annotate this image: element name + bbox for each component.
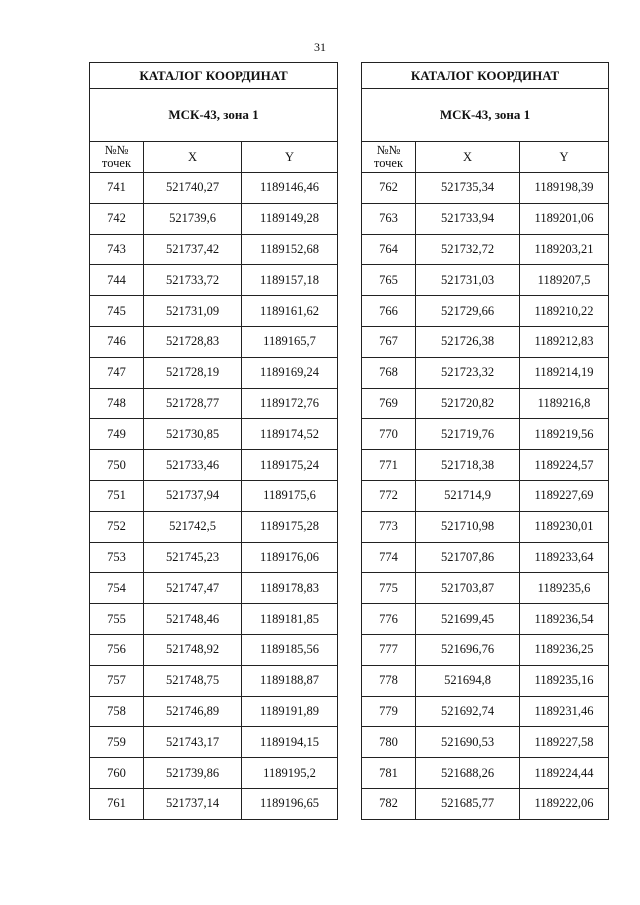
- y-coordinate-cell: 1189178,83: [242, 573, 338, 604]
- table-row: [90, 511, 338, 542]
- x-coordinate-cell: 521733,46: [144, 450, 242, 481]
- point-number-cell: 754: [90, 573, 144, 604]
- x-coordinate-cell: 521737,14: [144, 788, 242, 819]
- y-coordinate-cell: 1189235,16: [520, 665, 609, 696]
- point-number-header-line2: точек: [373, 156, 404, 170]
- x-coordinate-cell: 521688,26: [416, 758, 520, 789]
- y-coordinate-cell: 1189219,56: [520, 419, 609, 450]
- point-number-cell: 744: [90, 265, 144, 296]
- catalog-zone: МСК-43, зона 1: [362, 89, 609, 142]
- table-row: [90, 450, 338, 481]
- x-coordinate-cell: 521699,45: [416, 604, 520, 635]
- point-number-cell: 769: [362, 388, 416, 419]
- x-coordinate-cell: 521730,85: [144, 419, 242, 450]
- table-row: [90, 727, 338, 758]
- x-coordinate-cell: 521742,5: [144, 511, 242, 542]
- x-coordinate-cell: 521737,94: [144, 480, 242, 511]
- table-row: [90, 234, 338, 265]
- point-number-cell: 743: [90, 234, 144, 265]
- table-row: [362, 727, 609, 758]
- coordinate-catalog-table-left: [89, 62, 338, 820]
- x-header: X: [416, 142, 520, 173]
- table-row: [90, 696, 338, 727]
- point-number-cell: 766: [362, 296, 416, 327]
- y-coordinate-cell: 1189236,25: [520, 634, 609, 665]
- x-coordinate-cell: 521719,76: [416, 419, 520, 450]
- x-coordinate-cell: 521731,03: [416, 265, 520, 296]
- point-number-header: [362, 142, 416, 173]
- y-coordinate-cell: 1189149,28: [242, 203, 338, 234]
- y-coordinate-cell: 1189185,56: [242, 634, 338, 665]
- y-coordinate-cell: 1189233,64: [520, 542, 609, 573]
- table-row: [90, 634, 338, 665]
- y-coordinate-cell: 1189169,24: [242, 357, 338, 388]
- point-number-cell: 746: [90, 326, 144, 357]
- table-row: [362, 419, 609, 450]
- table-row: [90, 357, 338, 388]
- point-number-cell: 750: [90, 450, 144, 481]
- x-coordinate-cell: 521732,72: [416, 234, 520, 265]
- point-number-cell: 772: [362, 480, 416, 511]
- y-coordinate-cell: 1189146,46: [242, 173, 338, 204]
- table-row: [90, 542, 338, 573]
- table-row: [362, 542, 609, 573]
- table-row: [90, 296, 338, 327]
- x-coordinate-cell: 521748,92: [144, 634, 242, 665]
- point-number-cell: 779: [362, 696, 416, 727]
- table-row: [90, 758, 338, 789]
- x-coordinate-cell: 521690,53: [416, 727, 520, 758]
- table-row: [90, 665, 338, 696]
- table-row: [90, 573, 338, 604]
- point-number-cell: 776: [362, 604, 416, 635]
- y-coordinate-cell: 1189224,44: [520, 758, 609, 789]
- y-coordinate-cell: 1189203,21: [520, 234, 609, 265]
- y-coordinate-cell: 1189222,06: [520, 788, 609, 819]
- point-number-cell: 763: [362, 203, 416, 234]
- y-coordinate-cell: 1189227,69: [520, 480, 609, 511]
- point-number-header: [90, 142, 144, 173]
- y-coordinate-cell: 1189176,06: [242, 542, 338, 573]
- x-coordinate-cell: 521714,9: [416, 480, 520, 511]
- y-coordinate-cell: 1189210,22: [520, 296, 609, 327]
- y-coordinate-cell: 1189224,57: [520, 450, 609, 481]
- point-number-cell: 765: [362, 265, 416, 296]
- table-row: [362, 265, 609, 296]
- x-coordinate-cell: 521746,89: [144, 696, 242, 727]
- x-coordinate-cell: 521729,66: [416, 296, 520, 327]
- y-coordinate-cell: 1189227,58: [520, 727, 609, 758]
- table-row: [90, 480, 338, 511]
- table-row: [362, 604, 609, 635]
- point-number-cell: 762: [362, 173, 416, 204]
- point-number-cell: 782: [362, 788, 416, 819]
- y-coordinate-cell: 1189157,18: [242, 265, 338, 296]
- x-coordinate-cell: 521728,83: [144, 326, 242, 357]
- table-row: [362, 758, 609, 789]
- y-coordinate-cell: 1189212,83: [520, 326, 609, 357]
- point-number-cell: 777: [362, 634, 416, 665]
- x-coordinate-cell: 521728,77: [144, 388, 242, 419]
- x-coordinate-cell: 521720,82: [416, 388, 520, 419]
- point-number-cell: 774: [362, 542, 416, 573]
- point-number-header-line1: №№: [376, 143, 401, 157]
- catalog-title: КАТАЛОГ КООРДИНАТ: [90, 63, 338, 89]
- table-row: [90, 788, 338, 819]
- point-number-cell: 778: [362, 665, 416, 696]
- y-coordinate-cell: 1189230,01: [520, 511, 609, 542]
- y-coordinate-cell: 1189172,76: [242, 388, 338, 419]
- table-body: [90, 173, 338, 820]
- y-coordinate-cell: 1189161,62: [242, 296, 338, 327]
- table-row: [90, 419, 338, 450]
- point-number-cell: 761: [90, 788, 144, 819]
- point-number-cell: 747: [90, 357, 144, 388]
- point-number-header-line1: №№: [104, 143, 129, 157]
- table-row: [362, 450, 609, 481]
- x-coordinate-cell: 521694,8: [416, 665, 520, 696]
- y-coordinate-cell: 1189198,39: [520, 173, 609, 204]
- y-header: Y: [242, 142, 338, 173]
- point-number-cell: 745: [90, 296, 144, 327]
- x-coordinate-cell: 521737,42: [144, 234, 242, 265]
- x-coordinate-cell: 521726,38: [416, 326, 520, 357]
- y-coordinate-cell: 1189195,2: [242, 758, 338, 789]
- y-coordinate-cell: 1189188,87: [242, 665, 338, 696]
- point-number-cell: 748: [90, 388, 144, 419]
- x-coordinate-cell: 521703,87: [416, 573, 520, 604]
- y-coordinate-cell: 1189174,52: [242, 419, 338, 450]
- y-header: Y: [520, 142, 609, 173]
- x-coordinate-cell: 521739,6: [144, 203, 242, 234]
- point-number-cell: 753: [90, 542, 144, 573]
- x-coordinate-cell: 521707,86: [416, 542, 520, 573]
- y-coordinate-cell: 1189191,89: [242, 696, 338, 727]
- table-row: [362, 511, 609, 542]
- point-number-cell: 749: [90, 419, 144, 450]
- table-row: [362, 634, 609, 665]
- y-coordinate-cell: 1189181,85: [242, 604, 338, 635]
- y-coordinate-cell: 1189231,46: [520, 696, 609, 727]
- table-row: [362, 665, 609, 696]
- y-coordinate-cell: 1189214,19: [520, 357, 609, 388]
- table-row: [362, 573, 609, 604]
- table-row: [362, 326, 609, 357]
- coordinate-catalog-table-right: [361, 62, 609, 820]
- x-coordinate-cell: 521739,86: [144, 758, 242, 789]
- table-row: [90, 604, 338, 635]
- table-row: [362, 203, 609, 234]
- point-number-cell: 758: [90, 696, 144, 727]
- x-header: X: [144, 142, 242, 173]
- point-number-cell: 756: [90, 634, 144, 665]
- x-coordinate-cell: 521740,27: [144, 173, 242, 204]
- y-coordinate-cell: 1189236,54: [520, 604, 609, 635]
- table-row: [362, 696, 609, 727]
- catalog-zone: МСК-43, зона 1: [90, 89, 338, 142]
- point-number-cell: 752: [90, 511, 144, 542]
- table-row: [90, 173, 338, 204]
- point-number-cell: 742: [90, 203, 144, 234]
- table-row: [362, 388, 609, 419]
- page-number: 31: [314, 40, 326, 54]
- y-coordinate-cell: 1189175,28: [242, 511, 338, 542]
- x-coordinate-cell: 521748,46: [144, 604, 242, 635]
- y-coordinate-cell: 1189216,8: [520, 388, 609, 419]
- point-number-cell: 741: [90, 173, 144, 204]
- table-row: [90, 326, 338, 357]
- table-row: [90, 203, 338, 234]
- table-row: [362, 296, 609, 327]
- point-number-cell: 764: [362, 234, 416, 265]
- y-coordinate-cell: 1189165,7: [242, 326, 338, 357]
- table-row: [90, 265, 338, 296]
- point-number-cell: 781: [362, 758, 416, 789]
- point-number-cell: 768: [362, 357, 416, 388]
- x-coordinate-cell: 521723,32: [416, 357, 520, 388]
- point-number-cell: 767: [362, 326, 416, 357]
- point-number-cell: 773: [362, 511, 416, 542]
- x-coordinate-cell: 521685,77: [416, 788, 520, 819]
- table-row: [362, 234, 609, 265]
- x-coordinate-cell: 521718,38: [416, 450, 520, 481]
- table-row: [362, 357, 609, 388]
- point-number-header-line2: точек: [101, 156, 132, 170]
- point-number-cell: 771: [362, 450, 416, 481]
- y-coordinate-cell: 1189175,24: [242, 450, 338, 481]
- point-number-cell: 775: [362, 573, 416, 604]
- x-coordinate-cell: 521733,94: [416, 203, 520, 234]
- x-coordinate-cell: 521743,17: [144, 727, 242, 758]
- x-coordinate-cell: 521735,34: [416, 173, 520, 204]
- x-coordinate-cell: 521747,47: [144, 573, 242, 604]
- y-coordinate-cell: 1189196,65: [242, 788, 338, 819]
- y-coordinate-cell: 1189207,5: [520, 265, 609, 296]
- table-body: [362, 173, 609, 820]
- y-coordinate-cell: 1189235,6: [520, 573, 609, 604]
- x-coordinate-cell: 521731,09: [144, 296, 242, 327]
- y-coordinate-cell: 1189194,15: [242, 727, 338, 758]
- table-row: [362, 173, 609, 204]
- point-number-cell: 760: [90, 758, 144, 789]
- x-coordinate-cell: 521728,19: [144, 357, 242, 388]
- catalog-title: КАТАЛОГ КООРДИНАТ: [362, 63, 609, 89]
- y-coordinate-cell: 1189175,6: [242, 480, 338, 511]
- point-number-cell: 770: [362, 419, 416, 450]
- x-coordinate-cell: 521745,23: [144, 542, 242, 573]
- point-number-cell: 780: [362, 727, 416, 758]
- point-number-cell: 755: [90, 604, 144, 635]
- x-coordinate-cell: 521692,74: [416, 696, 520, 727]
- table-row: [362, 480, 609, 511]
- point-number-cell: 751: [90, 480, 144, 511]
- x-coordinate-cell: 521748,75: [144, 665, 242, 696]
- point-number-cell: 757: [90, 665, 144, 696]
- table-row: [90, 388, 338, 419]
- x-coordinate-cell: 521710,98: [416, 511, 520, 542]
- y-coordinate-cell: 1189152,68: [242, 234, 338, 265]
- x-coordinate-cell: 521733,72: [144, 265, 242, 296]
- table-row: [362, 788, 609, 819]
- y-coordinate-cell: 1189201,06: [520, 203, 609, 234]
- point-number-cell: 759: [90, 727, 144, 758]
- x-coordinate-cell: 521696,76: [416, 634, 520, 665]
